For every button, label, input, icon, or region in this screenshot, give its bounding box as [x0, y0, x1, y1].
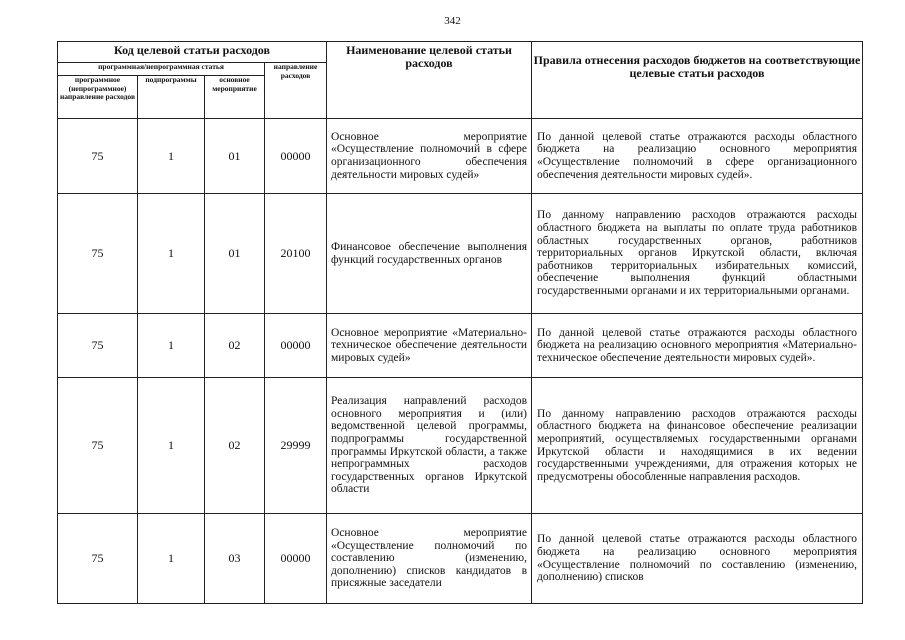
table-row: [58, 378, 863, 514]
header-main-event: основное мероприятие: [205, 76, 265, 119]
item-name: Основное мероприятие «Осуществление полномочий в сфере организационного обеспечения деятельности мировых судей»: [327, 119, 532, 194]
item-rule: По данной целевой статье отражаются расходы областного бюджета на реализацию основного мероприятия «Материально-техническое обеспечение деятельности мировых судей».: [532, 314, 863, 378]
direction-code: 00000: [265, 119, 327, 194]
item-rule: По данной целевой статье отражаются расходы областного бюджета на реализацию основного мероприятия «Осуществление полномочий в сфере организационного обеспечения деятельности мировых судей».: [532, 119, 863, 194]
subprogram-code: 1: [138, 194, 205, 314]
event-code: 02: [205, 314, 265, 378]
table-row: [58, 514, 863, 604]
budget-classification-table: [57, 41, 863, 604]
item-rule: По данному направлению расходов отражаются расходы областного бюджета на выплаты по оплате труда работников областных государственных органов, работников территориальных органов Иркутской области, включая работников территориальных избирательных комиссий, обеспечение выполнения функций областными государственными органами и их территориальными органами.: [532, 194, 863, 314]
program-code: 75: [58, 514, 138, 604]
header-code-group: Код целевой статьи расходов: [58, 42, 327, 63]
direction-code: 29999: [265, 378, 327, 514]
header-program: программное (непрограммное) направление расходов: [58, 76, 138, 119]
header-row-1: [58, 42, 863, 63]
direction-code: 20100: [265, 194, 327, 314]
subprogram-code: 1: [138, 119, 205, 194]
table-row: [58, 119, 863, 194]
subprogram-code: 1: [138, 514, 205, 604]
event-code: 02: [205, 378, 265, 514]
program-code: 75: [58, 119, 138, 194]
table-row: [58, 314, 863, 378]
item-name: Финансовое обеспечение выполнения функций государственных органов: [327, 194, 532, 314]
item-name: Основное мероприятие «Осуществление полномочий по составлению (изменению, дополнению) списков кандидатов в присяжные заседатели: [327, 514, 532, 604]
program-code: 75: [58, 378, 138, 514]
subprogram-code: 1: [138, 314, 205, 378]
event-code: 03: [205, 514, 265, 604]
page-number: 342: [444, 15, 461, 27]
header-direction: направление расходов: [265, 63, 327, 119]
item-name: Реализация направлений расходов основного мероприятия и (или) ведомственной целевой программы, подпрограммы государственной программы Иркутской области, а также непрограммных расходов государственных органов Иркутской области: [327, 378, 532, 514]
item-rule: По данному направлению расходов отражаются расходы областного бюджета на финансовое обеспечение реализации мероприятий, осуществляемых государственными органами Иркутской области и находящимися в их ведении государственными учреждениями, для отражения которых не предусмотрены обособленные направления расходов.: [532, 378, 863, 514]
subprogram-code: 1: [138, 378, 205, 514]
header-subprogram: подпрограммы: [138, 76, 205, 119]
item-rule: По данной целевой статье отражаются расходы областного бюджета на реализацию основного мероприятия «Осуществление полномочий по составлению (изменению, дополнению) списков: [532, 514, 863, 604]
header-name: Наименование целевой статьи расходов: [327, 42, 532, 119]
header-rules: Правила отнесения расходов бюджетов на соответствующие целевые статьи расходов: [532, 42, 863, 119]
direction-code: 00000: [265, 514, 327, 604]
event-code: 01: [205, 194, 265, 314]
event-code: 01: [205, 119, 265, 194]
direction-code: 00000: [265, 314, 327, 378]
table-row: [58, 194, 863, 314]
item-name: Основное мероприятие «Материально-техническое обеспечение деятельности мировых судей»: [327, 314, 532, 378]
header-program-group: программная/непрограммная статья: [58, 63, 265, 76]
program-code: 75: [58, 194, 138, 314]
program-code: 75: [58, 314, 138, 378]
